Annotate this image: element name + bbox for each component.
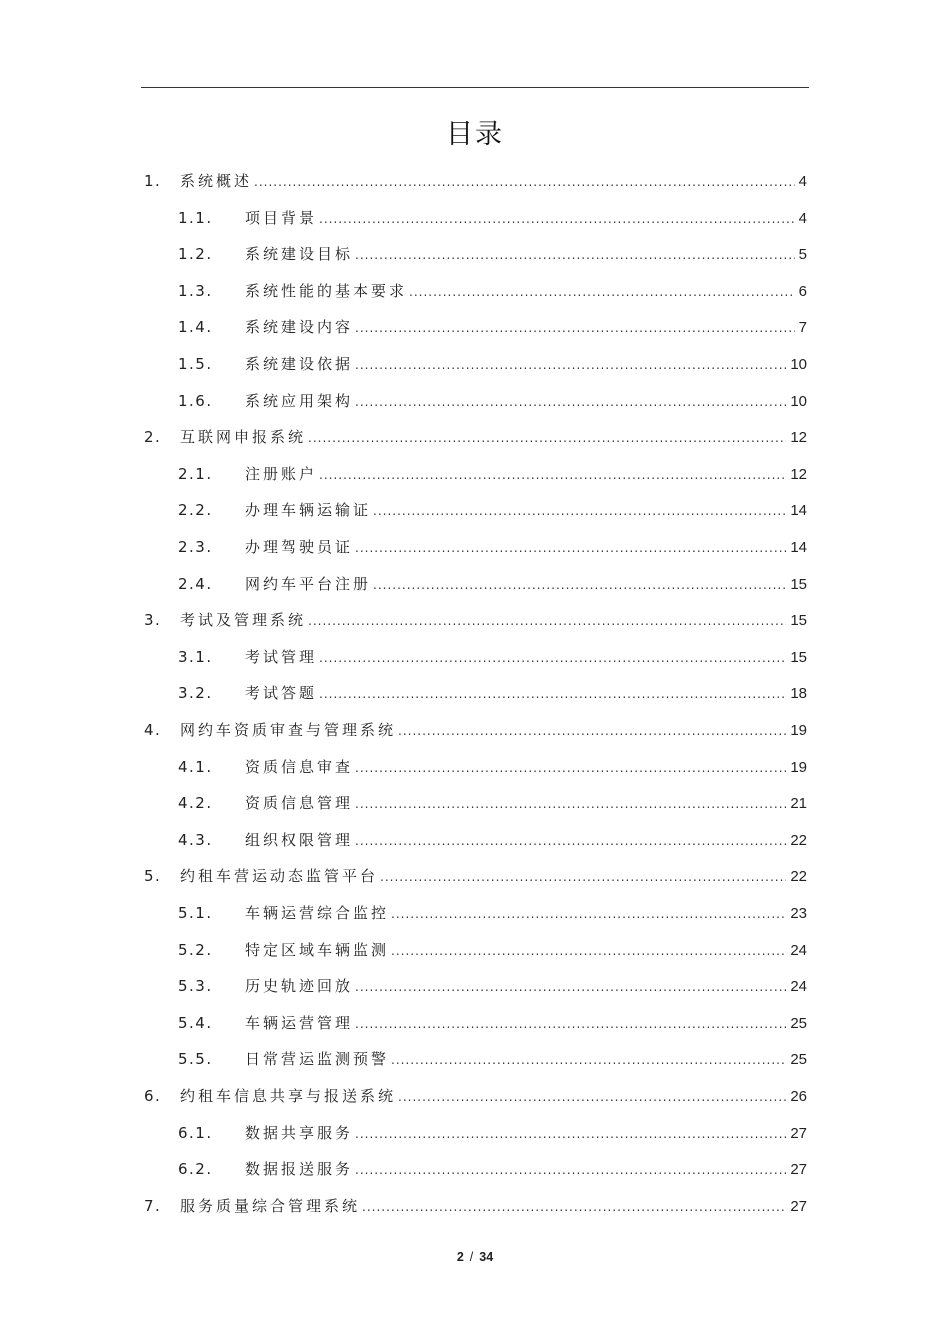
toc-entry[interactable] bbox=[178, 499, 807, 521]
toc-dot-leader bbox=[398, 1090, 786, 1104]
toc-entry[interactable] bbox=[178, 1048, 807, 1070]
toc-entry-page: 10 bbox=[790, 392, 807, 410]
toc-entry-number: 1.2. bbox=[178, 245, 213, 264]
toc-entry-label: 系统性能的基本要求 bbox=[245, 281, 408, 300]
toc-dot-leader bbox=[355, 1017, 786, 1031]
toc-entry[interactable] bbox=[178, 792, 807, 814]
toc-dot-leader bbox=[319, 687, 786, 701]
toc-entry-number: 2.4. bbox=[178, 574, 213, 593]
toc-entry-page: 23 bbox=[790, 905, 807, 922]
toc-entry-number: 4.1. bbox=[178, 757, 213, 776]
toc-entry[interactable] bbox=[178, 243, 807, 265]
toc-entry-label: 系统建设依据 bbox=[245, 355, 354, 373]
toc-entry-number: 4.3. bbox=[178, 830, 213, 849]
toc-entry-label: 组织权限管理 bbox=[245, 830, 354, 849]
toc-dot-leader bbox=[391, 907, 786, 921]
toc-dot-leader bbox=[355, 1127, 786, 1141]
toc-entry-page: 21 bbox=[790, 795, 807, 813]
toc-entry-label: 系统建设目标 bbox=[245, 245, 354, 264]
toc-dot-leader bbox=[373, 578, 786, 592]
toc-entry[interactable] bbox=[178, 207, 807, 229]
toc-dot-leader bbox=[355, 395, 786, 409]
toc-entry-number: 1.3. bbox=[178, 281, 213, 300]
toc-entry-number: 6.1. bbox=[178, 1123, 213, 1142]
toc-entry-page: 4 bbox=[798, 173, 807, 190]
toc-entry-page: 19 bbox=[790, 758, 807, 776]
toc-entry-page: 26 bbox=[790, 1088, 807, 1105]
toc-entry-label: 数据报送服务 bbox=[245, 1160, 354, 1179]
toc-entry-page: 12 bbox=[790, 465, 807, 483]
toc-entry-label: 约租车信息共享与报送系统 bbox=[180, 1087, 397, 1105]
toc-entry-number: 3.1. bbox=[178, 647, 213, 666]
total-pages: 34 bbox=[479, 1250, 494, 1264]
toc-entry[interactable] bbox=[178, 1012, 807, 1034]
toc-entry-page: 24 bbox=[790, 978, 807, 996]
toc-entry-number: 5.1. bbox=[178, 904, 213, 922]
toc-entry-page: 14 bbox=[790, 502, 807, 520]
toc-entry[interactable] bbox=[178, 1122, 807, 1144]
toc-entry-page: 15 bbox=[790, 648, 807, 666]
toc-entry[interactable] bbox=[178, 829, 807, 851]
toc-entry-number: 7. bbox=[144, 1196, 162, 1215]
toc-entry-label: 互联网申报系统 bbox=[180, 428, 307, 447]
toc-entry-label: 约租车营运动态监管平台 bbox=[180, 867, 379, 886]
toc-entry-label: 系统建设内容 bbox=[245, 318, 354, 337]
toc-entry-number: 5.3. bbox=[178, 977, 213, 996]
toc-dot-leader bbox=[355, 541, 786, 555]
toc-entry[interactable] bbox=[178, 646, 807, 668]
toc-entry[interactable] bbox=[178, 353, 807, 375]
toc-entry-label: 办理车辆运输证 bbox=[245, 501, 372, 520]
toc-entry-page: 27 bbox=[790, 1124, 807, 1142]
toc-entry-page: 24 bbox=[790, 941, 807, 959]
toc-entry[interactable] bbox=[178, 975, 807, 997]
toc-entry-label: 考试答题 bbox=[245, 684, 318, 703]
toc-entry[interactable] bbox=[144, 170, 807, 192]
toc-entry-page: 15 bbox=[790, 612, 807, 630]
toc-entry[interactable] bbox=[178, 463, 807, 485]
toc-dot-leader bbox=[398, 724, 786, 738]
toc-entry-label: 项目背景 bbox=[245, 208, 318, 227]
toc-dot-leader bbox=[355, 248, 795, 262]
toc-entry-number: 2. bbox=[144, 428, 162, 447]
toc-entry-number: 5.2. bbox=[178, 940, 213, 959]
toc-entry[interactable] bbox=[178, 1158, 807, 1180]
toc-entry[interactable] bbox=[178, 756, 807, 778]
toc-entry[interactable] bbox=[144, 865, 807, 887]
toc-dot-leader bbox=[355, 358, 786, 372]
toc-dot-leader bbox=[362, 1200, 786, 1214]
toc-entry-label: 资质信息管理 bbox=[245, 794, 354, 813]
toc-dot-leader bbox=[373, 504, 786, 518]
toc-entry[interactable] bbox=[178, 280, 807, 302]
toc-entry-label: 服务质量综合管理系统 bbox=[180, 1196, 361, 1215]
toc-entry-label: 系统概述 bbox=[180, 172, 253, 190]
toc-entry-number: 5.4. bbox=[178, 1013, 213, 1032]
toc-dot-leader bbox=[319, 212, 795, 226]
toc-entry-label: 特定区域车辆监测 bbox=[245, 940, 390, 959]
toc-entry-label: 系统应用架构 bbox=[245, 391, 354, 410]
toc-entry-number: 2.2. bbox=[178, 501, 213, 520]
toc-entry-label: 资质信息审查 bbox=[245, 757, 354, 776]
toc-dot-leader bbox=[391, 1053, 786, 1067]
toc-entry[interactable] bbox=[144, 719, 807, 741]
toc-entry-page: 10 bbox=[790, 356, 807, 373]
toc-entry-page: 27 bbox=[790, 1197, 807, 1215]
toc-entry-page: 4 bbox=[798, 209, 807, 227]
toc-entry-label: 车辆运营管理 bbox=[245, 1013, 354, 1032]
toc-entry-page: 25 bbox=[790, 1051, 807, 1069]
toc-entry-page: 22 bbox=[790, 868, 807, 886]
toc-dot-leader bbox=[409, 285, 795, 299]
toc-entry-number: 1.4. bbox=[178, 318, 213, 337]
toc-dot-leader bbox=[355, 834, 786, 848]
toc-entry-label: 考试管理 bbox=[245, 647, 318, 666]
toc-entry[interactable] bbox=[178, 316, 807, 338]
toc-dot-leader bbox=[319, 651, 786, 665]
toc-entry-page: 19 bbox=[790, 722, 807, 739]
toc-entry-label: 注册账户 bbox=[245, 464, 318, 483]
toc-entry-number: 4.2. bbox=[178, 794, 213, 813]
toc-dot-leader bbox=[355, 797, 786, 811]
toc-entry-number: 2.1. bbox=[178, 464, 213, 483]
toc-entry-label: 历史轨迹回放 bbox=[245, 977, 354, 996]
toc-entry-number: 2.3. bbox=[178, 538, 213, 556]
toc-entry-number: 5.5. bbox=[178, 1050, 213, 1069]
toc-entry-number: 4. bbox=[144, 721, 162, 739]
toc-dot-leader bbox=[355, 1163, 786, 1177]
toc-entry[interactable] bbox=[144, 1195, 807, 1217]
toc-entry-label: 考试及管理系统 bbox=[180, 611, 307, 630]
current-page-number: 2 bbox=[456, 1250, 464, 1264]
toc-entry-page: 14 bbox=[790, 539, 807, 556]
page-footer bbox=[0, 1250, 950, 1264]
toc-entry[interactable] bbox=[178, 682, 807, 704]
toc-entry-label: 网约车平台注册 bbox=[245, 574, 372, 593]
toc-dot-leader bbox=[380, 870, 786, 884]
header-rule bbox=[141, 87, 809, 88]
toc-entry-number: 1. bbox=[144, 172, 162, 190]
toc-entry-page: 25 bbox=[790, 1014, 807, 1032]
toc-entry-label: 数据共享服务 bbox=[245, 1123, 354, 1142]
toc-entry-label: 网约车资质审查与管理系统 bbox=[180, 721, 397, 739]
toc-dot-leader bbox=[308, 431, 786, 445]
toc-entry[interactable] bbox=[178, 390, 807, 412]
toc-entry-page: 7 bbox=[798, 319, 807, 337]
toc-dot-leader bbox=[355, 980, 786, 994]
toc-entry-number: 3. bbox=[144, 611, 162, 630]
toc-entry[interactable] bbox=[178, 939, 807, 961]
toc-entry-page: 5 bbox=[798, 246, 807, 264]
toc-dot-leader bbox=[391, 944, 786, 958]
toc-entry[interactable] bbox=[144, 609, 807, 631]
toc-entry-number: 1.5. bbox=[178, 355, 213, 373]
page-separator: / bbox=[469, 1250, 474, 1264]
toc-entry[interactable] bbox=[144, 426, 807, 448]
toc-entry-number: 5. bbox=[144, 867, 162, 886]
toc-entry-page: 15 bbox=[790, 575, 807, 593]
toc-entry-number: 3.2. bbox=[178, 684, 213, 703]
toc-entry-number: 1.1. bbox=[178, 208, 213, 227]
toc-entry[interactable] bbox=[178, 573, 807, 595]
toc-entry-number: 6. bbox=[144, 1087, 162, 1105]
toc-entry-page: 12 bbox=[790, 429, 807, 447]
toc-entry-page: 22 bbox=[790, 831, 807, 849]
toc-entry-page: 18 bbox=[790, 685, 807, 703]
toc-entry-label: 办理驾驶员证 bbox=[245, 538, 354, 556]
toc-entry[interactable] bbox=[178, 902, 807, 924]
toc-entry[interactable] bbox=[144, 1085, 807, 1107]
toc-entry-number: 6.2. bbox=[178, 1160, 213, 1179]
toc-entry-page: 6 bbox=[798, 282, 807, 300]
toc-entry-label: 车辆运营综合监控 bbox=[245, 904, 390, 922]
toc-dot-leader bbox=[308, 614, 786, 628]
toc-entry-page: 27 bbox=[790, 1161, 807, 1179]
toc-dot-leader bbox=[355, 761, 786, 775]
toc-entry-label: 日常营运监测预警 bbox=[245, 1050, 390, 1069]
toc-dot-leader bbox=[319, 468, 786, 482]
toc-title: 目录 bbox=[446, 119, 504, 150]
toc-entry[interactable] bbox=[178, 536, 807, 558]
toc-entry-number: 1.6. bbox=[178, 391, 213, 410]
toc-dot-leader bbox=[254, 175, 795, 189]
toc-dot-leader bbox=[355, 321, 795, 335]
